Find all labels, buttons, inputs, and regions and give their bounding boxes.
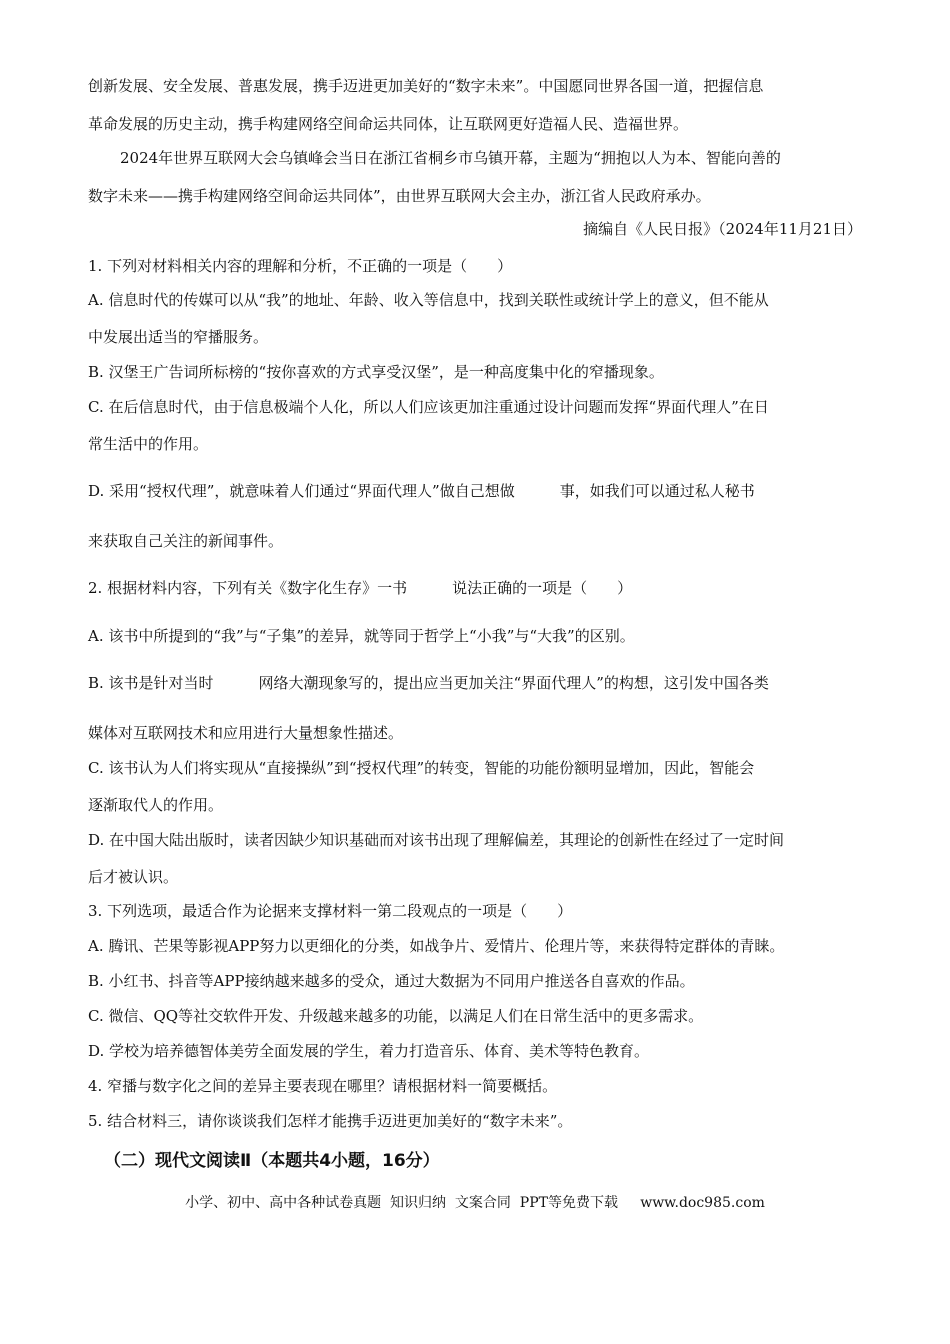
q3-option-a: A. 腾讯、芒果等影视APP努力以更细化的分类，如战争片、爱情片、伦理片等，来获得特定群体的青睐。 bbox=[88, 937, 785, 955]
q4-stem: 4. 窄播与数字化之间的差异主要表现在哪里？请根据材料一简要概括。 bbox=[88, 1077, 558, 1095]
material3-line-4: 数字未来——携手构建网络空间命运共同体”，由世界互联网大会主办，浙江省人民政府承办。 bbox=[88, 187, 711, 205]
q1-option-a-cont: 中发展出适当的窄播服务。 bbox=[88, 328, 269, 346]
q1-option-a: A. 信息时代的传媒可以从“我”的地址、年龄、收入等信息中，找到关联性或统计学上的意义，但不能从 bbox=[88, 291, 769, 309]
material3-source: 摘编自《人民日报》（2024年11月21日） bbox=[583, 220, 862, 238]
q2-option-d: D. 在中国大陆出版时，读者因缺少知识基础而对该书出现了理解偏差，其理论的创新性在经过了一定时间 bbox=[88, 831, 785, 849]
q2-option-b-cont: 媒体对互联网技术和应用进行大量想象性描述。 bbox=[88, 724, 404, 742]
q2-option-c: C. 该书认为人们将实现从“直接操纵”到“授权代理”的转变，智能的功能份额明显增加，因此，智能会 bbox=[88, 759, 755, 777]
section-heading: （二）现代文阅读Ⅱ（本题共4小题，16分） bbox=[104, 1151, 440, 1171]
material3-line-3: 2024年世界互联网大会乌镇峰会当日在浙江省桐乡市乌镇开幕，主题为“拥抱以人为本、智能向善的 bbox=[120, 149, 781, 167]
q3-option-c: C. 微信、QQ等社交软件开发、升级越来越多的功能，以满足人们在日常生活中的更多需求。 bbox=[88, 1007, 704, 1025]
q2-option-a: A. 该书中所提到的“我”与“子集”的差异，就等同于哲学上“小我”与“大我”的区别。 bbox=[88, 627, 635, 645]
q2-option-d-cont: 后才被认识。 bbox=[88, 868, 179, 886]
q1-option-c: C. 在后信息时代，由于信息极端个人化，所以人们应该更加注重通过设计问题而发挥“界面代理人”在日 bbox=[88, 398, 769, 416]
q1-option-d-cont: 来获取自己关注的新闻事件。 bbox=[88, 532, 284, 550]
q1-option-d: D. 采用“授权代理”，就意味着人们通过“界面代理人”做自己想做 事，如我们可以通过私人秘书 bbox=[88, 482, 755, 500]
q1-stem: 1. 下列对材料相关内容的理解和分析，不正确的一项是（ ） bbox=[88, 257, 513, 275]
q1-option-c-cont: 常生活中的作用。 bbox=[88, 435, 209, 453]
material3-line-1: 创新发展、安全发展、普惠发展，携手迈进更加美好的“数字未来”。中国愿同世界各国一道，把握信息 bbox=[88, 77, 764, 95]
q2-option-c-cont: 逐渐取代人的作用。 bbox=[88, 796, 224, 814]
page-footer: 小学、初中、高中各种试卷真题 知识归纳 文案合同 PPT等免费下载 www.doc985.com bbox=[185, 1195, 765, 1211]
q2-stem: 2. 根据材料内容，下列有关《数字化生存》一书 说法正确的一项是（ ） bbox=[88, 579, 633, 597]
q5-stem: 5. 结合材料三，请你谈谈我们怎样才能携手迈进更加美好的“数字未来”。 bbox=[88, 1112, 573, 1130]
material3-line-2: 革命发展的历史主动，携手构建网络空间命运共同体，让互联网更好造福人民、造福世界。 bbox=[88, 115, 689, 133]
q3-stem: 3. 下列选项，最适合作为论据来支撑材料一第二段观点的一项是（ ） bbox=[88, 902, 573, 920]
q3-option-d: D. 学校为培养德智体美劳全面发展的学生，着力打造音乐、体育、美术等特色教育。 bbox=[88, 1042, 650, 1060]
q1-option-b: B. 汉堡王广告词所标榜的“按你喜欢的方式享受汉堡”，是一种高度集中化的窄播现象。 bbox=[88, 363, 664, 381]
q2-option-b: B. 该书是针对当时 网络大潮现象写的，提出应当更加关注“界面代理人”的构想，这引发中国各类 bbox=[88, 674, 769, 692]
q3-option-b: B. 小红书、抖音等APP接纳越来越多的受众，通过大数据为不同用户推送各自喜欢的作品。 bbox=[88, 972, 695, 990]
